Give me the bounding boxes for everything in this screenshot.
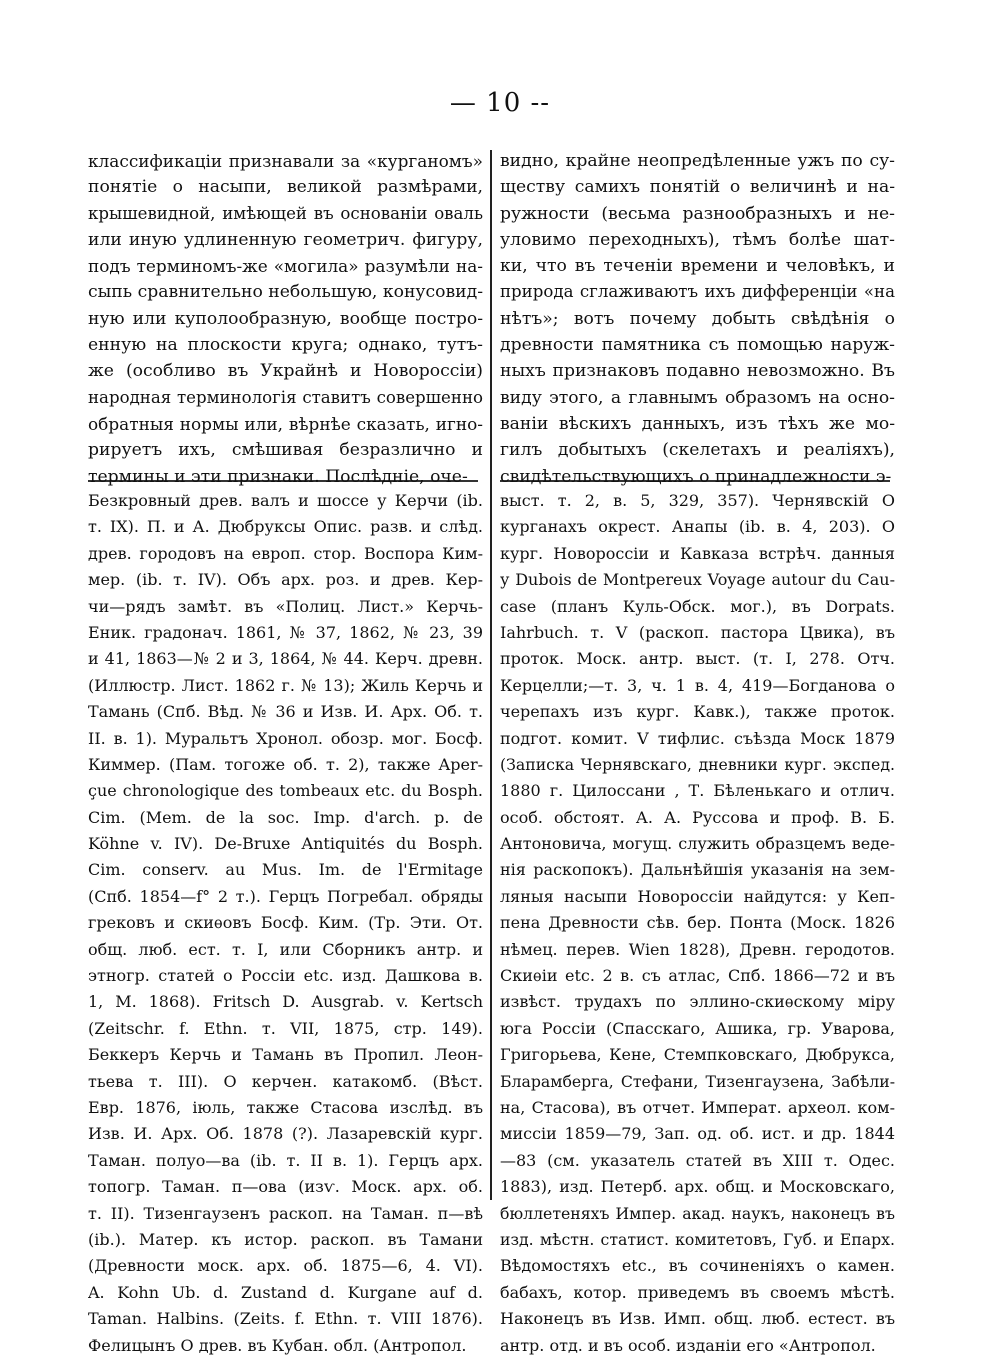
footnote-line: и 41, 1863—№ 2 и 3, 1864, № 44. Керч. древн. <box>88 649 483 669</box>
text-line: термины и эти признаки. Послѣдніе, оче- <box>88 466 468 487</box>
footnote-line: пена Древности сѣв. бер. Понта (Моск. 1826 <box>500 913 895 933</box>
text-line: или иную удлиненную геометрич. фигуру, <box>88 229 483 250</box>
footnote-line: Изв. И. Арх. Об. 1878 (?). Лазаревскій кург. <box>88 1124 483 1144</box>
footnote-line: кург. Новороссіи и Кавказа встрѣч. данныя <box>500 543 895 563</box>
text-line: свидѣтельствующихъ о принадлежности э- <box>500 466 892 487</box>
footnote-line: Köhne v. IV). De-Bruxe Antiquités du Bosph. <box>88 834 483 854</box>
footnote-line: т. II). Тизенгаузенъ раскоп. на Таман. п—вѣ <box>88 1203 483 1223</box>
footnote-line: извѣст. трудахъ по эллино-скиѳскому міру <box>500 992 895 1012</box>
footnote-line: Беккеръ Керчь и Тамань въ Пропил. Леон- <box>88 1045 483 1065</box>
footnote-line: Cim. (Mem. de la soc. Imp. d'arch. p. de <box>88 807 483 827</box>
footnote-line: нія раскопокъ). Дальнѣйшія указанія на зем- <box>500 860 895 880</box>
footnote-line: (Спб. 1854—f° 2 т.). Герцъ Погребал. обряды <box>88 886 483 906</box>
text-line: древности памятника съ помощью наруж- <box>500 335 895 356</box>
footnote-line: (Записка Чернявскаго, дневники кург. экспед. <box>500 754 895 774</box>
footnote-line: т. IX). П. и А. Дюбруксы Опис. разв. и слѣд. <box>88 517 483 537</box>
footnote-line: нѣмец. перев. Wien 1828), Древн. геродотов. <box>500 939 895 959</box>
text-line: ную или куполообразную, вообще постро- <box>88 308 483 329</box>
text-line: подъ терминомъ-же «могила» разумѣли на- <box>88 256 483 277</box>
footnote-line: (Zeitschr. f. Ethn. т. VII, 1875, стр. 149). <box>88 1018 483 1038</box>
text-line: классификаціи признавали за «курганомъ» <box>88 151 483 171</box>
text-line: сыпь сравнительно небольшую, конусовид- <box>88 282 483 303</box>
footnote-line: Тамань (Спб. Вѣд. № 36 и Изв. И. Арх. Об. т. <box>88 702 483 722</box>
footnote-line: A. Kohn Ub. d. Zustand d. Kurgane auf d. <box>88 1282 483 1302</box>
text-line: рируетъ ихъ, смѣшивая безразлично и <box>88 440 483 461</box>
footnote-line: курганахъ окрест. Анапы (ib. в. 4, 203). О <box>500 517 895 537</box>
footnote-line: Григорьева, Кене, Стемпковскаго, Дюбрукса, <box>500 1045 895 1065</box>
text-line: ныхъ признаковъ подавно невозможно. Въ <box>500 361 895 382</box>
footnote-line: бюллетеняхъ Импер. акад. наукъ, наконецъ въ <box>500 1203 895 1223</box>
footnote-line: антр. отд. и въ особ. изданіи его «Антропол. <box>500 1335 876 1355</box>
footnote-line: Евр. 1876, іюль, также Стасова изслѣд. въ <box>88 1097 483 1117</box>
footnote-line: грековъ и скиѳовъ Босф. Ким. (Тр. Эти. От. <box>88 913 483 933</box>
text-line: народная терминологія ставитъ совершенно <box>88 387 483 407</box>
right-main-text <box>500 148 895 490</box>
text-line: же (особливо въ Украйнѣ и Новороссіи) <box>88 361 483 382</box>
text-line: ки, что въ теченіи времени и человѣкъ, и <box>500 256 895 277</box>
text-line: ществу самихъ понятій о величинѣ и на- <box>500 177 895 198</box>
page-number: — 10 -- <box>449 88 551 118</box>
footnote-line: у Dubois de Montpereux Voyage autour du Cau- <box>500 570 895 590</box>
footnote-line: юга Россіи (Спасскаго, Ашика, гр. Уварова, <box>500 1018 895 1038</box>
footnote-line: топогр. Таман. п—ова (изѵ. Моск. арх. об. <box>88 1177 483 1197</box>
footnote-line: Cim. conserv. au Mus. Im. de l'Ermitage <box>88 860 483 880</box>
footnote-line: Антоновича, могущ. служить образцемъ веде- <box>500 834 895 854</box>
text-line: виду этого, а главнымъ образомъ на осно- <box>500 387 895 408</box>
text-line: ваніи вѣскихъ данныхъ, изъ тѣхъ же мо- <box>500 413 895 434</box>
footnote-line: (Древности моск. арх. об. 1875—6, 4. VI). <box>88 1256 483 1276</box>
footnote-line: (ib.). Матер. къ истор. раскоп. въ Тамани <box>88 1229 483 1249</box>
right-footnotes <box>500 488 895 1359</box>
footnote-line: тьева т. III). О керчен. катакомб. (Вѣст. <box>88 1071 483 1091</box>
footnote-line: Наконецъ въ Изв. Имп. общ. люб. естест. въ <box>500 1309 895 1329</box>
footnote-line: подгот. комит. V тифлис. съѣзда Моск 1879 <box>500 728 895 748</box>
footnote-line: на, Стасова), въ отчет. Императ. археол. ком- <box>500 1097 895 1117</box>
footnote-line: Скиѳіи etc. 2 в. съ атлас, Спб. 1866—72 и въ <box>500 966 895 986</box>
footnote-line: изд. мѣстн. статист. комитетовъ, Губ. и Епарх. <box>500 1229 895 1249</box>
footnote-line: древ. городовъ на европ. стор. Воспора Ким- <box>88 543 483 563</box>
footnote-line: Еник. градонач. 1861, № 37, 1862, № 23, 39 <box>88 622 483 642</box>
footnote-line: —83 (см. указатель статей въ XIII т. Одес. <box>500 1150 895 1170</box>
footnote-line: ляныя насыпи Новороссіи найдутся: у Кеп- <box>500 886 895 906</box>
left-main-text <box>88 148 483 490</box>
footnote-line: общ. люб. ест. т. I, или Сборникъ антр. и <box>88 939 483 959</box>
footnote-line: Фелицынъ О древ. въ Кубан. обл. (Антропол. <box>88 1335 467 1355</box>
text-line: нѣтъ»; вотъ почему добыть свѣдѣнія о <box>500 308 895 329</box>
footnote-line: выст. т. 2, в. 5, 329, 357). Чернявскій О <box>500 491 895 510</box>
text-line: гилъ добытыхъ (скелетахъ и реаліяхъ), <box>500 440 895 461</box>
footnote-line: Вѣдомостяхъ etc., въ сочиненіяхъ о камен. <box>500 1256 895 1276</box>
footnote-line: 1883), изд. Петерб. арх. общ. и Московскаго, <box>500 1177 895 1197</box>
footnote-line: 1, М. 1868). Fritsch D. Ausgrab. v. Kertsch <box>88 992 483 1012</box>
text-line: ружности (весьма разнообразныхъ и не- <box>500 203 895 224</box>
text-line: природа сглаживаютъ ихъ дифференціи «на <box>500 282 895 302</box>
footnote-line: II. в. 1). Муральтъ Хронол. обозр. мог. Босф. <box>88 728 483 748</box>
footnote-line: этногр. статей о Россіи etc. изд. Дашкова в. <box>88 966 483 986</box>
text-line: енную на плоскости круга; однако, тутъ- <box>88 335 483 356</box>
footnote-line: особ. обстоят. А. А. Руссова и проф. В. Б. <box>500 807 895 827</box>
footnote-line: case (планъ Куль-Обск. мог.), въ Dorpats. <box>500 596 895 616</box>
text-line: обратныя нормы или, вѣрнѣе сказать, игно- <box>88 413 483 434</box>
footnote-line: чи—рядъ замѣт. въ «Полиц. Лист.» Керчь- <box>88 596 483 616</box>
footnote-line: Бларамберга, Стефани, Тизенгаузена, Забѣли- <box>500 1071 895 1091</box>
text-line: понятіе о насыпи, великой размѣрами, <box>88 177 483 198</box>
text-line: уловимо переходныхъ), тѣмъ болѣе шат- <box>500 229 895 250</box>
text-line: видно, крайне неопредѣленные ужъ по су- <box>500 151 895 171</box>
footnote-line: Киммер. (Пам. тогоже об. т. 2), также Aper- <box>88 754 483 774</box>
footnote-line: миссіи 1859—79, Зап. од. об. ист. и др. 1844 <box>500 1124 895 1144</box>
footnote-line: Безкровный древ. валъ и шоссе у Керчи (ib. <box>88 491 483 510</box>
left-footnotes <box>88 488 483 1359</box>
footnote-line: Керцелли;—т. 3, ч. 1 в. 4, 419—Богданова о <box>500 675 895 695</box>
footnote-line: çue chronologique des tombeaux etc. du Bosph. <box>88 781 483 801</box>
footnote-line: 1880 г. Цилоссани , Т. Бѣленькаго и отлич. <box>500 781 895 801</box>
text-line: крышевидной, имѣющей въ основаніи оваль <box>88 203 483 223</box>
footnote-line: (Иллюстр. Лист. 1862 г. № 13); Жиль Керчь и <box>88 675 483 695</box>
footnote-line: бабахъ, котор. приведемъ въ своемъ мѣстѣ. <box>500 1282 895 1302</box>
footnote-line: проток. Моск. антр. выст. (т. I, 278. Отч. <box>500 649 895 669</box>
footnote-line: мер. (ib. т. IV). Объ арх. роз. и древ. Кер- <box>88 570 483 590</box>
footnote-line: Таман. полуо—ва (ib. т. II в. 1). Герцъ арх. <box>88 1150 483 1170</box>
footnote-line: Iahrbuch. т. V (раскоп. пастора Цвика), въ <box>500 622 895 642</box>
footnote-line: Taman. Halbins. (Zeits. f. Ethn. т. VIII 1876). <box>88 1309 483 1329</box>
column-divider <box>490 150 492 1200</box>
footnote-line: черепахъ изъ кург. Кавк.), также проток. <box>500 702 895 722</box>
